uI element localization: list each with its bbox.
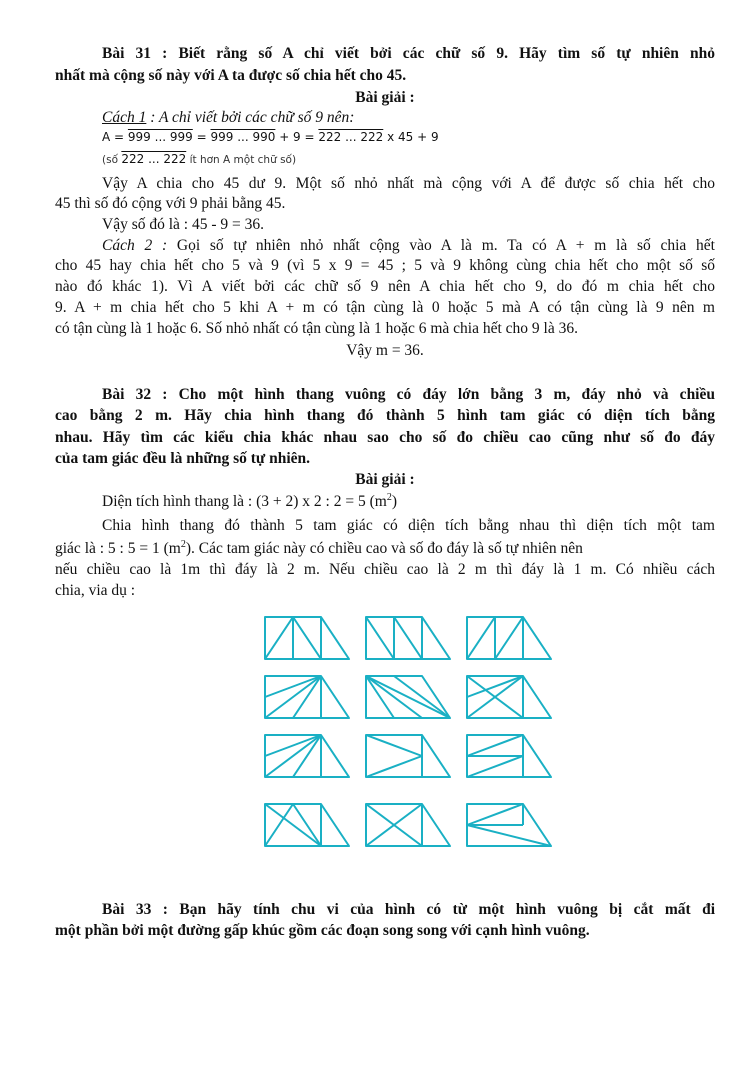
trapezoid-example-9 (467, 735, 551, 777)
trapezoid-example-10 (265, 804, 349, 846)
trapezoid-example-11 (366, 804, 450, 846)
bai31-cach2-line5: có tận cùng là 1 hoặc 6. Số nhỏ nhất có tận cùng là 1 hoặc 6 mà chia hết cho 9 là 36. (55, 320, 578, 337)
bai32-solution-heading: Bài giải : (355, 471, 415, 488)
formula-end: x 45 + 9 (383, 130, 439, 144)
trapezoid-example-7 (265, 735, 349, 777)
trapezoid-outline (366, 804, 450, 846)
division-line (467, 676, 523, 697)
p2-sup: 2 (180, 538, 186, 550)
note-open: (số (102, 154, 122, 166)
bai31-p1-line1: Vậy A chia cho 45 dư 9. Một số nhỏ nhất mà cộng với A để được số chia hết cho (102, 175, 715, 192)
bai31-title-line2: nhất mà cộng số này với A ta được số chia hết cho 45. (55, 67, 407, 84)
division-line (293, 804, 321, 846)
bai32-p2-line4: chia, via dụ : (55, 582, 136, 599)
bai31-note (102, 150, 702, 171)
formula-n3: 222 ... 222 (318, 130, 384, 144)
bai31-cach2-line2: cho 45 hay chia hết cho 5 và 9 (vì 5 x 9 = 45 ; 5 và 9 không cùng chia hết cho một số số (55, 257, 715, 274)
bai32-title-line4: của tam giác đều là những số tự nhiên. (55, 450, 311, 467)
bai32-title-line2: cao bằng 2 m. Hãy chia hình thang đó thành 5 hình tam giác có diện tích bằng (55, 407, 715, 424)
note-rest: ít hơn A một chữ số) (186, 154, 297, 166)
division-line (366, 756, 422, 777)
trapezoid-example-12 (467, 804, 551, 846)
formula-n1: 999 ... 999 (127, 130, 193, 144)
division-line (394, 676, 450, 718)
trapezoid-example-3 (467, 617, 551, 659)
bai31-cach2-line4: 9. A + m chia hết cho 5 khi A + m có tận cùng là 0 hoặc 5 mà A có tận cùng là 9 nên m (55, 299, 715, 316)
division-line (467, 756, 523, 777)
division-line (265, 735, 321, 756)
area-sup: 2 (386, 491, 392, 503)
p2-line2b: ). Các tam giác này có chiều cao và số đo đáy là số tự nhiên nên (185, 540, 583, 557)
trapezoid-example-5 (366, 676, 450, 718)
formula-eq1: = (192, 130, 211, 144)
formula-n2: 999 ... 990 (210, 130, 276, 144)
division-line (467, 735, 523, 756)
bai31-cach2-line3: nào đó khác 1). Vì A viết bởi các chữ số 9 nên A chia hết cho 9, do đó m chia hết cho (55, 278, 715, 295)
bai31-title-line1: Bài 31 : Biết rằng số A chỉ viết bởi các chữ số 9. Hãy tìm số tự nhiên nhỏ (102, 45, 715, 62)
formula-a: A = (102, 130, 128, 144)
bai31-cach1 (102, 108, 702, 128)
cach1-label: Cách 1 (102, 109, 147, 126)
bai32-title-line3: nhau. Hãy tìm các kiểu chia khác nhau sao cho số đo chiều cao cũng như số đo đáy (55, 429, 715, 446)
note-num: 222 ... 222 (121, 152, 187, 166)
area-close: ) (391, 493, 397, 510)
division-line (265, 676, 321, 697)
bai32-p2-line2 (55, 539, 715, 559)
division-line (495, 617, 523, 659)
bai31-formula (102, 128, 702, 148)
formula-mid: + 9 = (275, 130, 319, 144)
division-line (265, 804, 321, 846)
bai32-p2-line1: Chia hình thang đó thành 5 tam giác có diện tích bằng nhau thì diện tích một tam (102, 517, 715, 534)
division-line (366, 676, 450, 718)
division-line (366, 617, 394, 659)
bai32-p2-line3: nếu chiều cao là 1m thì đáy là 2 m. Nếu chiều cao là 2 m thì đáy là 1 m. Có nhiều cách (55, 561, 715, 578)
trapezoid-example-8 (366, 735, 450, 777)
bai31-conclusion: Vậy m = 36. (346, 342, 424, 359)
trapezoid-example-2 (366, 617, 450, 659)
division-line (265, 617, 293, 659)
cach2-label: Cách 2 : (102, 237, 168, 254)
division-line (366, 676, 422, 718)
cach2-line1-text: Gọi số tự nhiên nhỏ nhất cộng vào A là m. Ta có A + m là số chia hết (167, 237, 715, 254)
area-text: Diện tích hình thang là : (3 + 2) x 2 : 2 = 5 (m (102, 493, 387, 510)
trapezoid-outline (366, 735, 450, 777)
cach1-text: : A chỉ viết bởi các chữ số 9 nên: (146, 109, 355, 126)
bai31-p1-line2: 45 thì số đó cộng với 9 phải bằng 45. (55, 195, 286, 212)
bai31-solution-heading: Bài giải : (355, 89, 415, 106)
trapezoid-example-6 (467, 676, 551, 718)
division-line (467, 617, 495, 659)
trapezoid-example-4 (265, 676, 349, 718)
division-line (265, 735, 321, 777)
division-line (293, 617, 321, 659)
trapezoid-division-figure (262, 614, 582, 864)
bai33-title-line1: Bài 33 : Bạn hãy tính chu vi của hình có từ một hình vuông bị cắt mất đi (102, 901, 715, 918)
bai32-title-line1: Bài 32 : Cho một hình thang vuông có đáy lớn bằng 3 m, đáy nhỏ và chiều (102, 386, 715, 403)
division-line (265, 804, 293, 846)
division-line (366, 735, 422, 756)
trapezoid-example-1 (265, 617, 349, 659)
bai33-title-line2: một phần bởi một đường gấp khúc gồm các đoạn song song với cạnh hình vuông. (55, 922, 590, 939)
bai32-area (55, 492, 715, 512)
p2-line2a: giác là : 5 : 5 = 1 (m (55, 540, 181, 557)
division-line (394, 617, 422, 659)
division-line (265, 676, 321, 718)
bai31-p2: Vậy số đó là : 45 - 9 = 36. (102, 216, 265, 233)
division-line (467, 804, 523, 825)
